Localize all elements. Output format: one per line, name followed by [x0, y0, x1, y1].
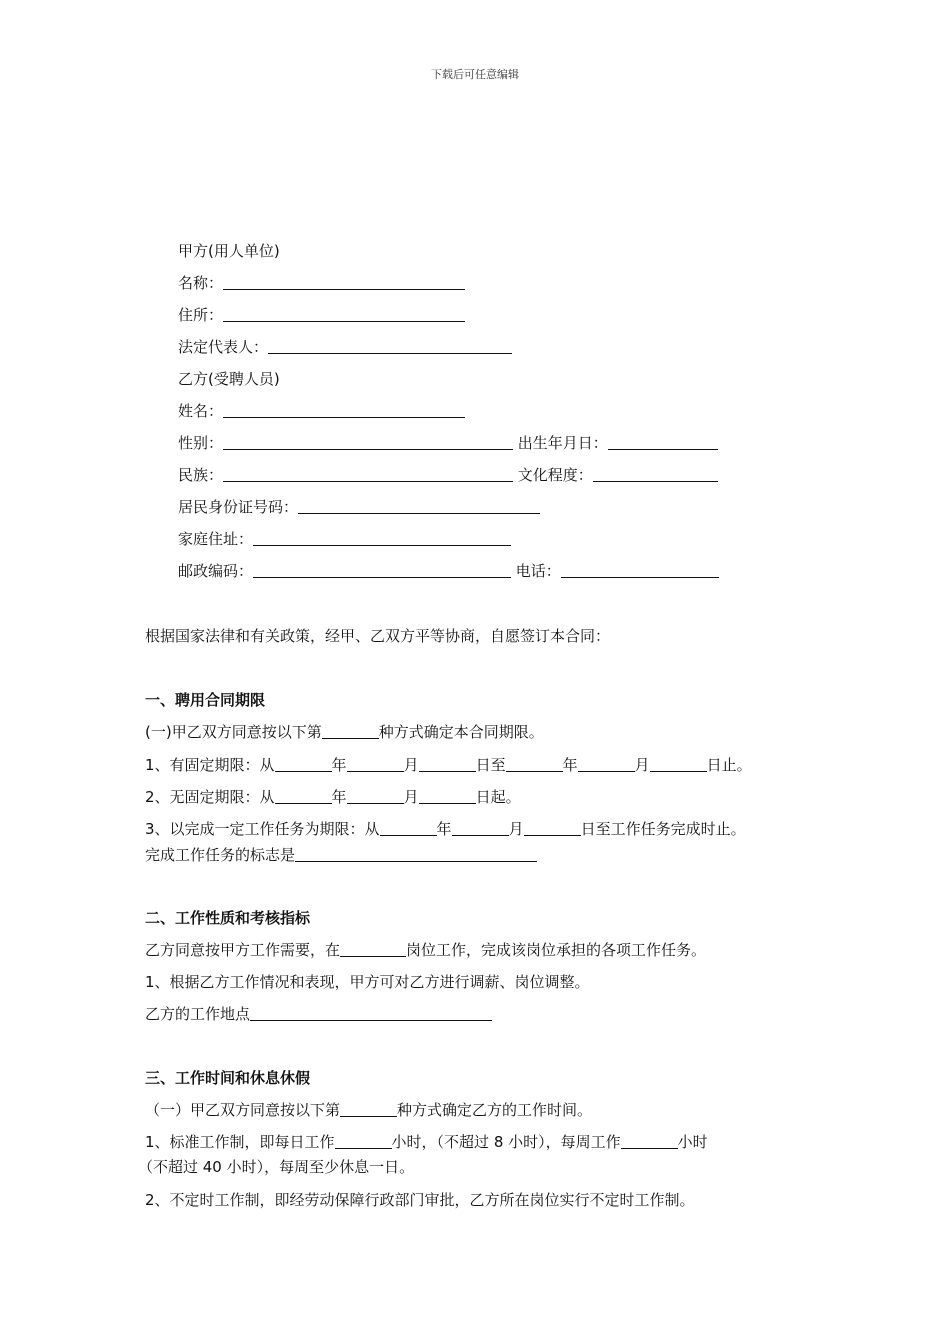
party-b-name-field[interactable]: [223, 402, 465, 418]
s1-open-day-label: 日起。: [475, 788, 521, 806]
s1-task-month-label: 月: [508, 820, 524, 838]
s2-position-field[interactable]: [340, 941, 406, 957]
s3-p2-text-b: 小时，（不超过 8 小时），每周工作: [391, 1133, 621, 1151]
intro-paragraph: 根据国家法律和有关政策，经甲、乙双方平等协商，自愿签订本合同：: [145, 627, 611, 645]
s1-fixed-month2-label: 月: [634, 756, 650, 774]
party-a-rep-label: 法定代表人：: [178, 338, 269, 356]
s3-p2-text-c: 小时: [677, 1133, 708, 1151]
s1-fixed-label: 1、有固定期限：从: [145, 756, 275, 774]
s1-open-day-field[interactable]: [419, 788, 476, 804]
party-b-id-row: [178, 497, 540, 517]
section-1-open-term: [145, 787, 521, 807]
s3-daily-hours-field[interactable]: [335, 1133, 392, 1149]
s1-fixed-to-day-field[interactable]: [650, 756, 707, 772]
s1-fixed-from-year-field[interactable]: [275, 756, 332, 772]
s1-fixed-month-label: 月: [403, 756, 419, 774]
party-b-home-row: [178, 529, 511, 549]
party-b-gender-field[interactable]: [223, 434, 513, 450]
s1-task-month-field[interactable]: [452, 820, 509, 836]
header-note: 下载后可任意编辑: [431, 68, 519, 81]
party-b-ethnicity-label: 民族：: [178, 466, 224, 484]
s1-task-year-field[interactable]: [380, 820, 437, 836]
party-b-home-label: 家庭住址：: [178, 530, 254, 548]
party-a-address-field[interactable]: [223, 306, 465, 322]
party-a-address-label: 住所：: [178, 306, 224, 324]
party-b-gender-label: 性别：: [178, 434, 224, 452]
s1-fixed-to-month-field[interactable]: [578, 756, 635, 772]
party-b-gender-row: [178, 433, 718, 453]
s1-task-day-field[interactable]: [524, 820, 581, 836]
section-1-fixed-term: [145, 755, 752, 775]
section-2-heading: 二、工作性质和考核指标: [145, 909, 311, 927]
section-2-p3: [145, 1004, 492, 1024]
party-b-name-label: 姓名：: [178, 402, 224, 420]
section-1-task-term: [145, 819, 746, 839]
s1-p1-text-b: 种方式确定本合同期限。: [378, 723, 544, 741]
s1-fixed-to-year-field[interactable]: [506, 756, 563, 772]
party-a-name-field[interactable]: [223, 274, 465, 290]
s1-open-label: 2、无固定期限：从: [145, 788, 275, 806]
section-3-heading: 三、工作时间和休息休假: [145, 1069, 311, 1087]
party-b-ethnicity-field[interactable]: [223, 466, 513, 482]
party-b-zip-field[interactable]: [253, 562, 511, 578]
s3-p1-text-b: 种方式确定乙方的工作时间。: [397, 1101, 593, 1119]
s1-open-year-label: 年: [331, 788, 347, 806]
s1-task-end-label: 日至工作任务完成时止。: [580, 820, 746, 838]
party-a-title: 甲方(用人单位): [178, 242, 280, 260]
s2-location-field[interactable]: [250, 1005, 492, 1021]
s1-task-label: 3、以完成一定工作任务为期限：从: [145, 820, 380, 838]
party-b-phone-label: 电话：: [515, 562, 561, 580]
s1-fixed-day-end-label: 日止。: [706, 756, 752, 774]
party-b-birth-label: 出生年月日：: [517, 434, 608, 452]
section-2-p2: 1、根据乙方工作情况和表现，甲方可对乙方进行调薪、岗位调整。: [145, 973, 590, 991]
s1-task-mark-label: 完成工作任务的标志是: [145, 846, 296, 864]
s1-task-year-label: 年: [436, 820, 452, 838]
s1-task-mark-field[interactable]: [295, 846, 537, 862]
party-b-title: 乙方(受聘人员): [178, 370, 280, 388]
party-b-education-field[interactable]: [593, 466, 718, 482]
party-b-zip-row: [178, 561, 719, 581]
party-b-phone-field[interactable]: [561, 562, 719, 578]
s1-fixed-year-label: 年: [331, 756, 347, 774]
s2-p1-text-b: 岗位工作，完成该岗位承担的各项工作任务。: [406, 941, 707, 959]
section-1-heading: 一、聘用合同期限: [145, 691, 266, 709]
s3-weekly-hours-field[interactable]: [621, 1133, 678, 1149]
party-a-rep-field[interactable]: [268, 338, 512, 354]
s2-p1-text-a: 乙方同意按甲方工作需要，在: [145, 941, 341, 959]
s1-fixed-from-day-field[interactable]: [419, 756, 476, 772]
s1-fixed-day-to-label: 日至: [475, 756, 506, 774]
party-b-home-field[interactable]: [253, 530, 511, 546]
party-b-id-label: 居民身份证号码：: [178, 498, 299, 516]
s1-method-field[interactable]: [322, 723, 379, 739]
section-3-p2-line2: （不超过 40 小时），每周至少休息一日。: [138, 1158, 415, 1176]
party-b-name-row: [178, 401, 465, 421]
section-2-p1: [145, 940, 706, 960]
s1-open-year-field[interactable]: [275, 788, 332, 804]
s2-location-label: 乙方的工作地点: [145, 1005, 251, 1023]
party-b-zip-label: 邮政编码：: [178, 562, 254, 580]
s1-fixed-from-month-field[interactable]: [347, 756, 404, 772]
section-1-p1: [145, 722, 544, 742]
party-b-id-field[interactable]: [298, 498, 540, 514]
s1-open-month-field[interactable]: [347, 788, 404, 804]
section-1-task-mark: [145, 845, 537, 865]
s3-p2-text-a: 1、标准工作制，即每日工作: [145, 1133, 335, 1151]
party-a-address-row: [178, 305, 465, 325]
party-b-ethnicity-row: [178, 465, 718, 485]
party-b-birth-field[interactable]: [608, 434, 718, 450]
party-a-name-label: 名称：: [178, 274, 224, 292]
s1-p1-text-a: (一)甲乙双方同意按以下第: [145, 723, 322, 741]
s1-fixed-year2-label: 年: [562, 756, 578, 774]
party-a-rep-row: [178, 337, 512, 357]
section-3-p3: 2、不定时工作制，即经劳动保障行政部门审批，乙方所在岗位实行不定时工作制。: [145, 1191, 695, 1209]
s3-p1-text-a: （一）甲乙双方同意按以下第: [145, 1101, 341, 1119]
s3-method-field[interactable]: [340, 1101, 397, 1117]
party-a-name-row: [178, 273, 465, 293]
section-3-p1: [145, 1100, 592, 1120]
party-b-education-label: 文化程度：: [517, 466, 593, 484]
section-3-p2-line1: [145, 1132, 708, 1152]
s1-open-month-label: 月: [403, 788, 419, 806]
